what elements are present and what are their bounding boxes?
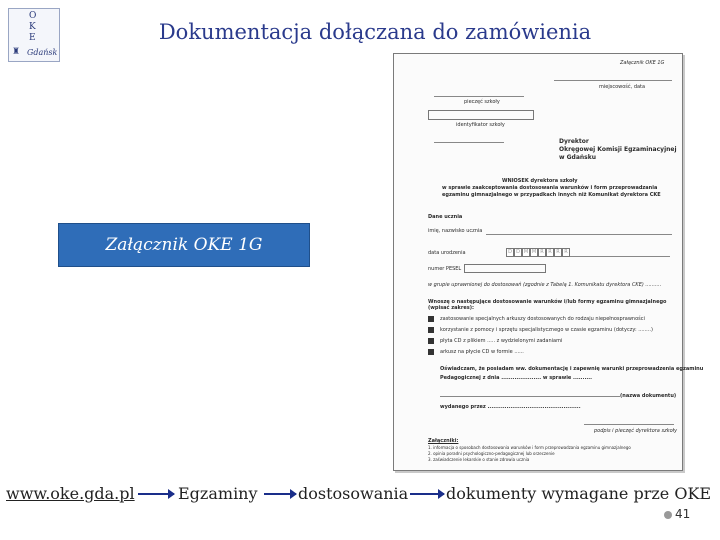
doc-pesel-cells <box>464 264 546 273</box>
doc-addressee-3: w Gdańsku <box>559 154 597 161</box>
doc-date-cell: M <box>523 249 529 255</box>
doc-option-2: korzystanie z pomocy i sprzętu specjalistycznego w czasie egzaminu (dotyczy: ........) <box>440 327 653 333</box>
page-title: Dokumentacja dołączana do zamówienia <box>158 20 592 44</box>
breadcrumb-dostosowania[interactable]: dostosowania <box>298 484 409 503</box>
website-link[interactable]: www.oke.gda.pl <box>6 484 135 503</box>
doc-option-3: płyta CD z plikiem ..... z wydzielonymi zadaniami <box>440 338 563 344</box>
breadcrumb-egzaminy[interactable]: Egzaminy <box>178 484 258 503</box>
doc-date-cell: D <box>514 248 522 257</box>
doc-line <box>554 80 672 81</box>
doc-line <box>434 142 504 143</box>
logo-letter-o: O <box>29 11 37 21</box>
doc-line <box>440 396 620 397</box>
doc-date-cell: D <box>506 248 514 257</box>
doc-att-1: 1. informacja o sposobach dostosowania warunków i form przeprowadzania egzaminu gimnazjalnego <box>428 445 631 450</box>
doc-option-4: arkusz na płycie CD w formie ...... <box>440 349 524 355</box>
doc-birth-label: data urodzenia <box>428 250 466 256</box>
logo-letter-k: K <box>29 22 36 32</box>
doc-header-ref: Załącznik OKE 1G <box>620 60 665 66</box>
doc-checkbox <box>428 349 434 355</box>
doc-request-line3: egzaminu gimnazjalnego w przypadkach innych niż Komunikat dyrektora CKE <box>442 192 661 198</box>
doc-group-text: w grupie uprawnionej do dostosowań (zgodnie z Tabelą 1. Komunikatu dyrektora CKE) .......... <box>428 282 662 288</box>
logo-letter-e: E <box>29 33 36 43</box>
doc-place-date: miejscowość, data <box>599 84 646 90</box>
doc-date-cell: R <box>546 248 554 257</box>
doc-director-sign: podpis i pieczęć dyrektora szkoły <box>594 428 678 434</box>
doc-school-id-cells <box>428 110 534 120</box>
doc-request-text: Wnoszę o następujące dostosowanie warunków i/lub formy egzaminu gimnazjalnego (wpisać zakres): <box>428 299 667 311</box>
doc-name-label: imię, nazwisko ucznia <box>428 228 483 234</box>
doc-checkbox <box>428 338 434 344</box>
doc-line <box>486 234 672 235</box>
doc-school-id: identyfikator szkoły <box>456 122 505 128</box>
doc-issued-by: wydanego przez ................................................. <box>440 404 581 410</box>
doc-date-cell: R <box>562 248 570 257</box>
oke-logo <box>8 8 60 62</box>
doc-line <box>434 96 524 97</box>
document-preview <box>393 53 704 471</box>
doc-request-title: WNIOSEK dyrektora szkoły <box>502 178 578 184</box>
doc-date-cell: R <box>538 248 546 257</box>
attachment-label-box <box>58 223 310 267</box>
bullet-icon <box>664 511 672 519</box>
arrow-right-icon <box>264 493 296 495</box>
doc-addressee-1: Dyrektor <box>559 138 589 145</box>
doc-student-data: Dane ucznia <box>428 214 463 220</box>
doc-addressee-2: Okręgowej Komisji Egzaminacyjnej <box>559 146 677 153</box>
doc-checkbox <box>428 316 434 322</box>
doc-option-1: zastosowanie specjalnych arkuszy dostosowanych do rodzaju niepełnosprawności <box>440 316 645 322</box>
doc-school-stamp: pieczęć szkoły <box>464 99 500 105</box>
doc-att-3: 3. zaświadczenie lekarskie o stanie zdrowia ucznia <box>428 457 530 462</box>
doc-date-cell: R <box>554 248 562 257</box>
doc-consent-text: Oświadczam, że posiadam ww. dokumentację i zapewnię warunki przeprowadzenia egzaminu <box>440 366 704 372</box>
doc-date-cell: M <box>531 249 537 255</box>
doc-request-line2: w sprawie zaakceptowania dostosowania warunków i form przeprowadzania <box>442 185 658 191</box>
breadcrumb-dokumenty[interactable]: dokumenty wymagane prze OKE <box>446 484 712 503</box>
doc-checkbox <box>428 327 434 333</box>
page-number-value: 41 <box>675 507 691 521</box>
doc-pesel-label: numer PESEL <box>428 266 462 272</box>
doc-attachments-label: Załączniki: <box>428 438 459 444</box>
breadcrumb <box>0 478 720 508</box>
logo-city: Gdańsk <box>27 48 58 57</box>
doc-line <box>584 424 674 425</box>
arrow-right-icon <box>410 493 444 495</box>
doc-line <box>570 256 670 257</box>
doc-council-label: Pedagogicznej z dnia ..................... w sprawie .......... <box>440 375 593 381</box>
page-number <box>664 507 690 521</box>
crest-icon: ♜ <box>12 47 21 57</box>
doc-document-name: (nazwa dokumentu) <box>620 393 677 399</box>
arrow-right-icon <box>138 493 174 495</box>
attachment-label: Załącznik OKE 1G <box>105 235 263 255</box>
doc-att-2: 2. opinia poradni psychologiczno-pedagogicznej lub orzeczenie <box>428 451 555 456</box>
